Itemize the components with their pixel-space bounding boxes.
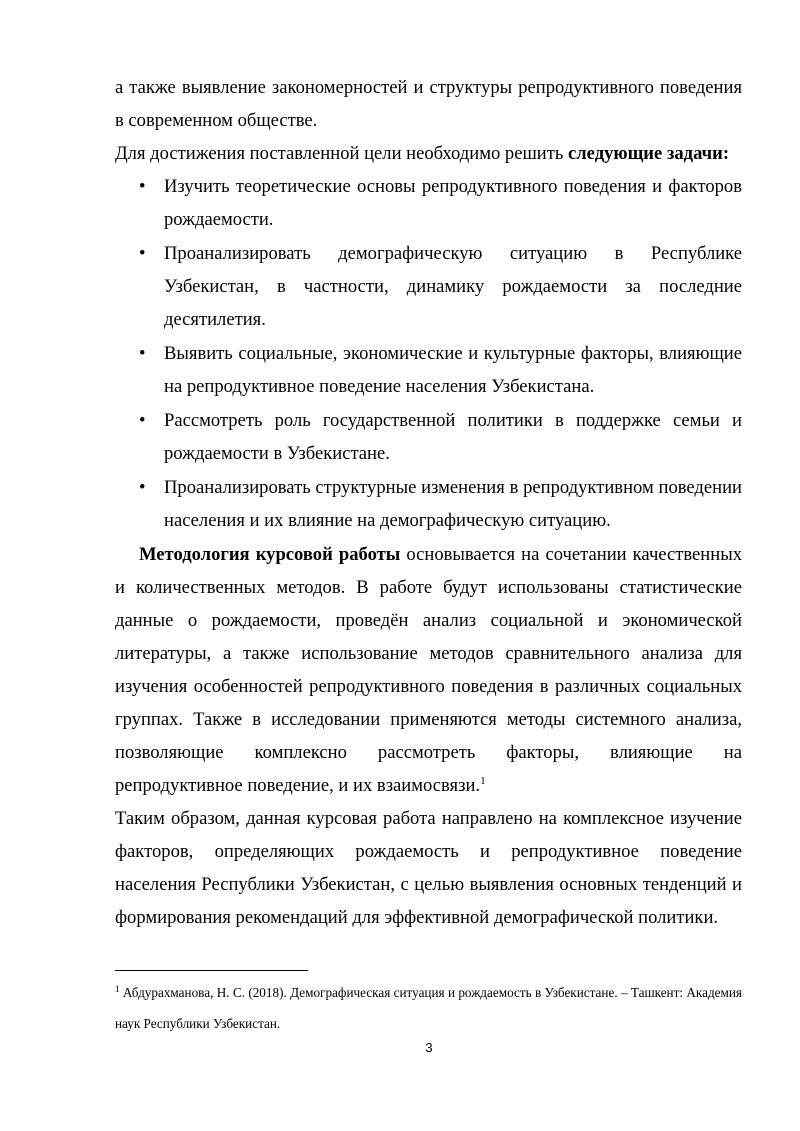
tasks-lead-paragraph	[115, 137, 742, 170]
list-item	[115, 337, 742, 403]
tasks-lead-text: Для достижения поставленной цели необходимо решить	[115, 143, 564, 164]
task-text: Выявить социальные, экономические и культурные факторы, влияющие на репродуктивное поведение населения Узбекистана.	[164, 343, 742, 397]
task-text: Изучить теоретические основы репродуктивного поведения и факторов рождаемости.	[164, 176, 742, 230]
footnote-reference[interactable]: 1	[480, 775, 486, 787]
bullet-icon: •	[139, 243, 146, 264]
conclusion-paragraph: Таким образом, данная курсовая работа направлено на комплексное изучение факторов, определяющих рождаемость и репродуктивное поведение населения Республики Узбекистан, с целью выявления основных тенденций и формирования рекомендаций для эффективной демографической политики.	[115, 808, 742, 928]
methodology-text: основывается на сочетании качественных и количественных методов. В работе будут использованы статистические данные о рождаемости, проведён анализ социальной и экономической литературы, а также использование методов сравнительного анализа для изучения особенностей репродуктивного поведения в различных социальных группах. Также в исследовании применяются методы системного анализа, позволяющие комплексно рассмотреть факторы, влияющие на репродуктивное поведение, и их взаимосвязи.	[115, 544, 742, 796]
bullet-icon: •	[139, 343, 146, 364]
task-text: Рассмотреть роль государственной политики в поддержке семьи и рождаемости в Узбекистане.	[164, 410, 742, 464]
page-number: 3	[425, 1040, 433, 1055]
list-item	[115, 170, 742, 236]
bullet-icon: •	[139, 410, 146, 431]
task-text: Проанализировать демографическую ситуацию в Республике Узбекистан, в частности, динамику рождаемости за последние десятилетия.	[164, 243, 742, 330]
methodology-paragraph	[115, 538, 742, 802]
bullet-icon: •	[139, 477, 146, 498]
task-text: Проанализировать структурные изменения в репродуктивном поведении населения и их влияние на демографическую ситуацию.	[164, 477, 742, 531]
list-item	[115, 404, 742, 470]
footnote-number: 1	[115, 984, 120, 994]
tasks-lead-bold: следующие задачи:	[568, 143, 730, 164]
footnote	[115, 977, 742, 1039]
intro-line-2: в современном обществе.	[115, 110, 318, 131]
footnote-text: Абдурахманова, Н. С. (2018). Демографическая ситуация и рождаемость в Узбекистане. – Ташкент: Академия наук Республики Узбекистан.	[115, 985, 742, 1031]
methodology-heading: Методология курсовой работы	[139, 544, 401, 565]
intro-line-1: а также выявление закономерностей и структуры репродуктивного поведения	[115, 77, 742, 98]
list-item	[115, 237, 742, 336]
bullet-icon: •	[139, 176, 146, 197]
list-item	[115, 471, 742, 537]
footnote-separator	[115, 970, 308, 971]
tasks-list	[115, 170, 742, 537]
body-text	[115, 71, 742, 934]
